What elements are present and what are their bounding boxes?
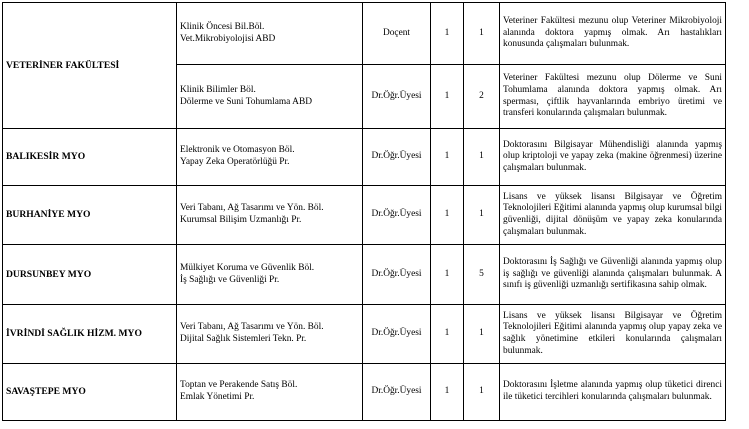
count-2: 1 bbox=[464, 305, 500, 364]
table-row bbox=[3, 245, 726, 305]
count-2: 1 bbox=[464, 3, 500, 65]
count-1: 1 bbox=[431, 3, 464, 65]
count-2: 1 bbox=[464, 129, 500, 186]
program-name: Dijital Sağlık Sistemleri Tekn. Pr. bbox=[180, 334, 307, 344]
department-name: Elektronik ve Otomasyon Böl. bbox=[180, 145, 295, 156]
count-2: 1 bbox=[464, 186, 500, 245]
unit-name: BURHANİYE MYO bbox=[3, 186, 177, 245]
department-cell bbox=[177, 364, 363, 421]
department-cell bbox=[177, 186, 363, 245]
table-row bbox=[3, 3, 726, 65]
department-name: Veri Tabanı, Ağ Tasarımı ve Yön. Böl. bbox=[180, 203, 324, 214]
academic-title: Doçent bbox=[363, 3, 431, 65]
academic-title: Dr.Öğr.Üyesi bbox=[363, 364, 431, 421]
count-2: 1 bbox=[464, 364, 500, 421]
count-2: 2 bbox=[464, 65, 500, 129]
table-row bbox=[3, 364, 726, 421]
program-name: Kurumsal Bilişim Uzmanlığı Pr. bbox=[180, 215, 302, 225]
unit-name: SAVAŞTEPE MYO bbox=[3, 364, 177, 421]
department-cell bbox=[177, 305, 363, 364]
positions-table bbox=[2, 2, 726, 421]
requirements: Veteriner Fakültesi mezunu olup Dölerme ve Suni Tohumlama alanında doktora yapmış olmak. Arı sperması, çiftlik hayvanlarında embriyo üretimi ve transferi konularında çalışmaları bulunmak. bbox=[500, 65, 726, 129]
unit-name: İVRİNDİ SAĞLIK HİZM. MYO bbox=[3, 305, 177, 364]
academic-title: Dr.Öğr.Üyesi bbox=[363, 65, 431, 129]
department-name: Veri Tabanı, Ağ Tasarımı ve Yön. Böl. bbox=[180, 322, 324, 333]
requirements: Doktorasını İş Sağlığı ve Güvenliği alanında yapmış olup iş sağlığı ve güvenliği alanında çalışmaları bulunmak. A sınıfı iş güvenliği uzmanlığı sertifikasına sahip olmak. bbox=[500, 245, 726, 305]
academic-title: Dr.Öğr.Üyesi bbox=[363, 129, 431, 186]
department-cell bbox=[177, 3, 363, 65]
academic-title: Dr.Öğr.Üyesi bbox=[363, 245, 431, 305]
department-name: Klinik Öncesi Bil.Böl. bbox=[180, 21, 265, 32]
program-name: Yapay Zeka Operatörlüğü Pr. bbox=[180, 157, 290, 167]
program-name: Emlak Yönetimi Pr. bbox=[180, 392, 255, 402]
academic-title: Dr.Öğr.Üyesi bbox=[363, 186, 431, 245]
table-row bbox=[3, 129, 726, 186]
program-name: İş Sağlığı ve Güvenliği Pr. bbox=[180, 274, 280, 285]
requirements: Veteriner Fakültesi mezunu olup Veteriner Mikrobiyoloji alanında doktora yapmış olmak. Arı hastalıkları konusunda çalışmaları bulunmak. bbox=[500, 3, 726, 65]
department-cell bbox=[177, 245, 363, 305]
count-1: 1 bbox=[431, 364, 464, 421]
count-1: 1 bbox=[431, 245, 464, 305]
academic-title: Dr.Öğr.Üyesi bbox=[363, 305, 431, 364]
department-cell bbox=[177, 129, 363, 186]
program-name: Vet.Mikrobiyolojisi ABD bbox=[180, 33, 276, 44]
unit-name: VETERİNER FAKÜLTESİ bbox=[3, 3, 177, 129]
unit-name: BALIKESİR MYO bbox=[3, 129, 177, 186]
department-cell bbox=[177, 65, 363, 129]
requirements: Lisans ve yüksek lisansı Bilgisayar ve Öğretim Teknolojileri Eğitimi alanında yapmış olup kurumsal bilgi güvenliği, dijital dönüşüm ve yapay zeka konularında çalışmaları bulunmak. bbox=[500, 186, 726, 245]
count-1: 1 bbox=[431, 129, 464, 186]
unit-name: DURSUNBEY MYO bbox=[3, 245, 177, 305]
requirements: Doktorasını İşletme alanında yapmış olup tüketici direnci ile tüketici tercihleri konularında çalışmaları bulunmak. bbox=[500, 364, 726, 421]
count-2: 5 bbox=[464, 245, 500, 305]
program-name: Dölerme ve Suni Tohumlama ABD bbox=[180, 96, 312, 107]
requirements: Doktorasını Bilgisayar Mühendisliği alanında yapmış olup kriptoloji ve yapay zeka (makine öğrenmesi) üzerine çalışmaları bulunmak. bbox=[500, 129, 726, 186]
department-name: Klinik Bilimler Böl. bbox=[180, 84, 256, 95]
table-row bbox=[3, 186, 726, 245]
requirements: Lisans ve yüksek lisansı Bilgisayar ve Öğretim Teknolojileri Eğitimi alanında yapmış olup yapay zeka ve sağlık yönetimine etkileri konularında çalışmaları bulunmak. bbox=[500, 305, 726, 364]
table-row bbox=[3, 305, 726, 364]
department-name: Toptan ve Perakende Satış Böl. bbox=[180, 380, 298, 391]
count-1: 1 bbox=[431, 65, 464, 129]
department-name: Mülkiyet Koruma ve Güvenlik Böl. bbox=[180, 262, 315, 273]
count-1: 1 bbox=[431, 305, 464, 364]
count-1: 1 bbox=[431, 186, 464, 245]
